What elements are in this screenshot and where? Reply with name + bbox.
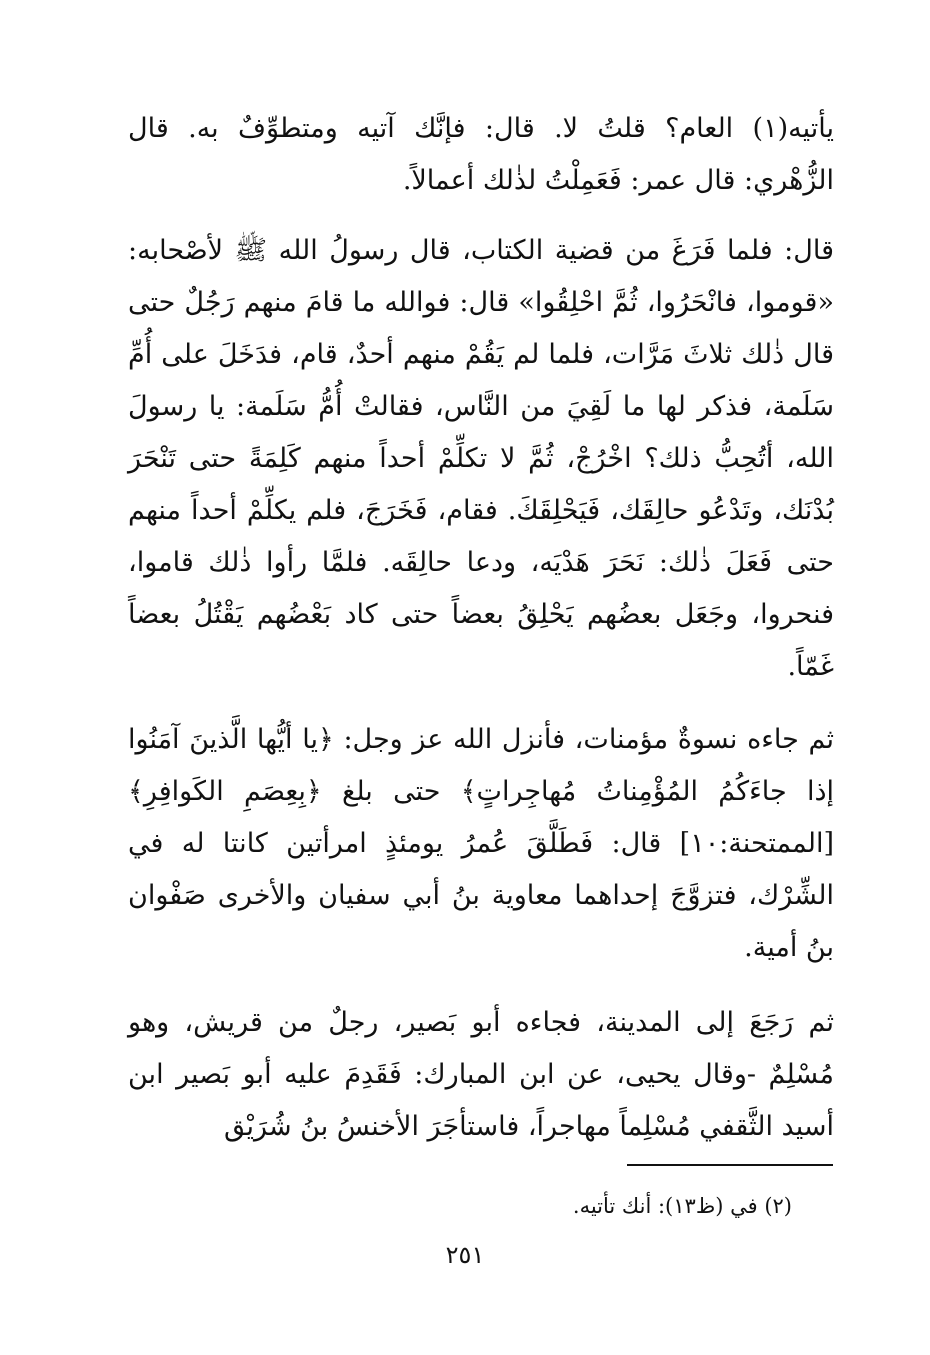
paragraph-4: ثم رَجَعَ إلى المدينة، فجاءه أبو بَصير، رجلٌ من قريش، وهو مُسْلِمٌ -وقال يحيى، عن ابن المبارك: فَقَدِمَ عليه أبو بَصير ابن أسيد الثَّقفي مُسْلِماً مهاجراً، فاستأجَرَ الأخنسُ بنُ شُرَيْق	[128, 1007, 834, 1142]
page-number: ٢٥١	[445, 1241, 485, 1269]
paragraph-1: يأتيه(١) العام؟ قلتُ لا. قال: فإنَّك آتيه ومتطوِّفٌ به. قال الزُّهْري: قال عمر: فَعَمِلْتُ لذٰلك أعمالاً.	[128, 113, 834, 196]
footnote: (٢) في (ظ١٣): أنك تأتيه.	[572, 1194, 792, 1218]
paragraph-2: قال: فلما فَرَغَ من قضية الكتاب، قال رسولُ الله ﷺ لأصْحابه: «قوموا، فانْحَرُوا، ثُمَّ احْلِقُوا» قال: فوالله ما قامَ منهم رَجُلٌ حتى قال ذٰلك ثلاثَ مَرَّات، فلما لم يَقُمْ منهم أحدٌ، قام، فدَخَلَ على أُمِّ سَلَمة، فذكر لها ما لَقِيَ من النَّاس، فقالتْ أُمُّ سَلَمة: يا رسولَ الله، أتُحِبُّ ذلك؟ اخْرُجْ، ثُمَّ لا تكلِّمْ أحداً منهم كَلِمَةً حتى تَنْحَرَ بُدْنَك، وتَدْعُو حالِقَك، فَيَحْلِقَكَ. فقام، فَخَرَجَ، فلم يكلِّمْ أحداً منهم حتى فَعَلَ ذٰلك: نَحَرَ هَدْيَه، ودعا حالِقَه. فلمَّا رأوا ذٰلك قاموا، فنحروا، وجَعَل بعضُهم يَحْلِقُ بعضاً حتى كاد بَعْضُهم يَقْتُلُ بعضاً غَمّاً.	[128, 235, 834, 682]
footnote-separator	[627, 1164, 833, 1166]
paragraph-3: ثم جاءه نسوةٌ مؤمنات، فأنزل الله عز وجل: ﴿يا أيُّها الَّذينَ آمَنُوا إذا جاءَكُمُ المُؤْمِناتُ مُهاجِراتٍ﴾ حتى بلغ ﴿بِعِصَمِ الكَوافِرِ﴾ [الممتحنة:١٠] قال: فَطَلَّقَ عُمرُ يومئذٍ امرأتين كانتا له في الشِّرْك، فتزوَّجَ إحداهما معاوية بنُ أبي سفيان والأخرى صَفْوان بنُ أمية.	[128, 724, 834, 963]
